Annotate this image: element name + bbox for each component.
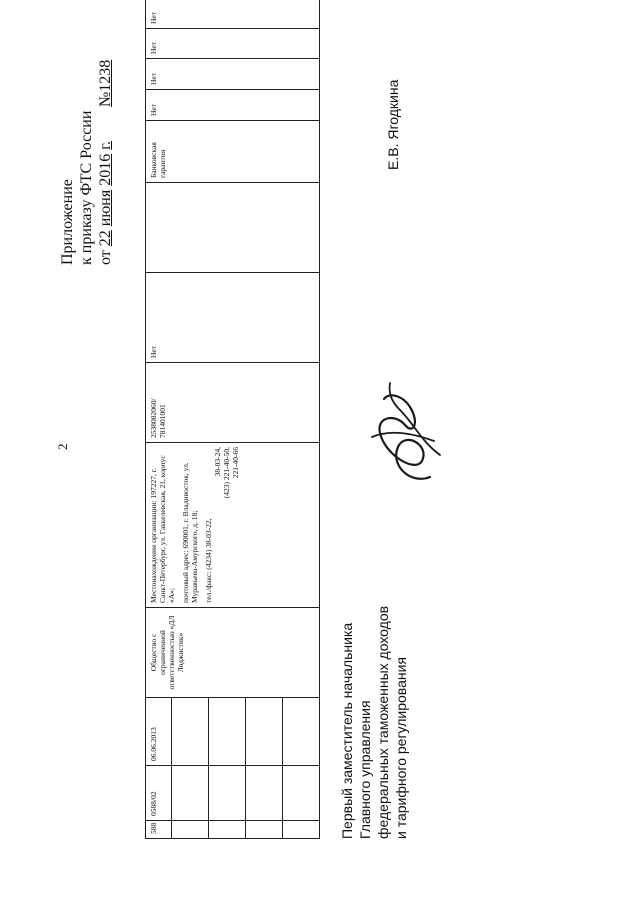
signatory-title-line-4: и тарифного регулирования: [393, 657, 409, 839]
cell-net-c: Нет: [146, 29, 320, 59]
cell-empty: [146, 183, 320, 273]
signatory-title-line-2: Главного управления: [357, 700, 373, 839]
cell-empty: [246, 821, 283, 839]
cell-date: 06.06.2013: [146, 698, 172, 766]
cell-org-name: Общество с ограниченной ответственностью «ДЛ Лоджистик»: [146, 608, 320, 698]
phone-line-2: 38-03-24,: [213, 447, 222, 477]
appendix-order-ref: к приказу ФТС России: [78, 110, 95, 265]
cell-net-1: Нет: [146, 273, 320, 363]
kpp: 781401001: [158, 404, 167, 438]
appendix-date-line: [96, 60, 115, 265]
phone-line-1: тел./факс: (4234) 38-03-22,: [204, 518, 213, 603]
cell-address: [146, 443, 320, 608]
cell-empty: [283, 821, 320, 839]
cell-empty: [172, 821, 209, 839]
cell-net-d: Нет: [146, 0, 320, 29]
cell-empty: [209, 698, 246, 766]
signatory-title-line-1: Первый заместитель начальника: [339, 622, 355, 839]
appendix-title: Приложение: [59, 179, 76, 265]
cell-index: 588: [146, 821, 172, 839]
inn: 2538082060/: [149, 398, 158, 438]
cell-empty: [172, 766, 209, 821]
date-day: 22: [97, 230, 114, 247]
date-year: 2016: [97, 153, 114, 186]
cell-guarantee: Банковская гарантия: [146, 121, 320, 183]
phone-line-3: (423) 221-40-50,: [222, 447, 231, 499]
cell-empty: [246, 698, 283, 766]
cell-empty: [246, 766, 283, 821]
page-number: 2: [55, 443, 70, 450]
cell-empty: [172, 698, 209, 766]
cell-inn-kpp: [146, 363, 320, 443]
registry-table: [145, 0, 320, 839]
date-month: июня: [97, 189, 114, 227]
table-row: [146, 0, 172, 839]
handwritten-signature: [360, 375, 450, 495]
address-postal: почтовый адрес: 690001, г. Владивосток, ул. Муравьева-Амурского, д. 18;: [181, 462, 199, 603]
cell-empty: [209, 766, 246, 821]
cell-empty: [283, 698, 320, 766]
phone-line-4: 221-40-66: [231, 447, 240, 479]
cell-empty: [283, 766, 320, 821]
address-legal: Местонахождение организации: 197227, г. Санкт-Петербург, ул. Гаккелевская, 21, корпус «А»;: [149, 455, 176, 603]
cell-reg-number: 0588/02: [146, 766, 172, 821]
cell-net-a: Нет: [146, 90, 320, 121]
cell-empty: [209, 821, 246, 839]
signatory-title-line-3: федеральных таможенных доходов: [375, 605, 391, 839]
signatory-name: Е.В. Ягодкина: [385, 79, 401, 170]
appendix-header: [58, 60, 115, 265]
date-year-suffix: г.: [97, 141, 114, 150]
order-number: №1238: [97, 59, 114, 108]
cell-net-b: Нет: [146, 59, 320, 90]
signatory-title: [338, 606, 410, 839]
date-prefix: от: [97, 250, 114, 265]
